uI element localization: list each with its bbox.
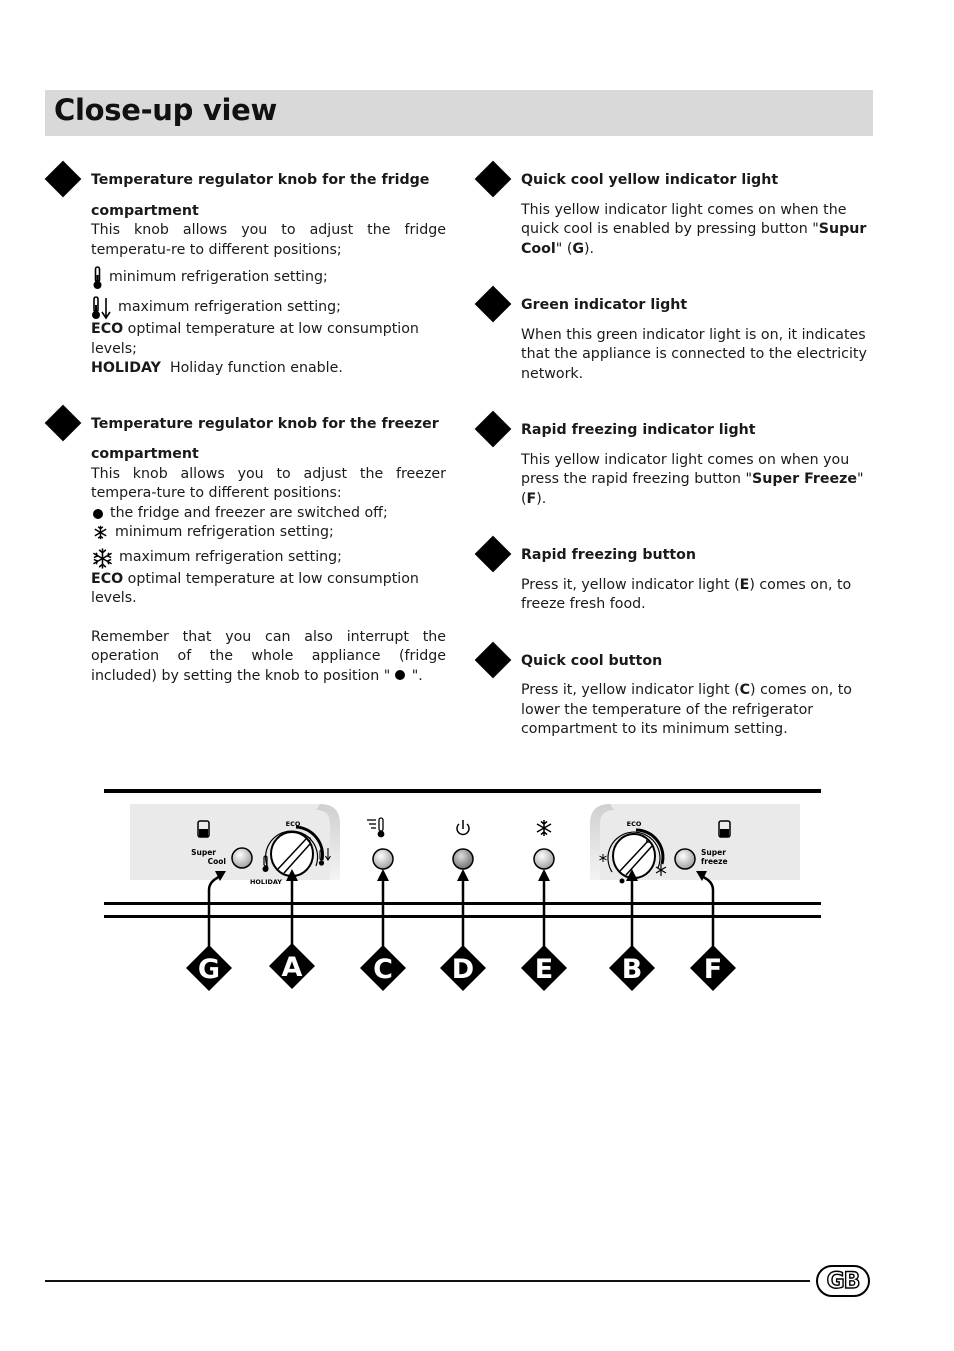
rapid-freezing-light-heading: Rapid freezing indicator light — [521, 422, 756, 438]
diamond-bullet-icon — [475, 286, 512, 323]
rapid-freezing-button-heading: Rapid freezing button — [521, 547, 697, 563]
super-freeze-label: Super — [701, 848, 726, 857]
callout-c — [360, 945, 406, 991]
fridge-holiday-text: Holiday function enable. — [160, 360, 343, 376]
page-title: Close-up view — [54, 93, 278, 127]
quick-cool-light-text-1: This yellow indicator light comes on when the quick cool is enabled by pressing button " — [521, 201, 847, 237]
fridge-holiday-line — [91, 359, 446, 379]
diamond-bullet-icon — [475, 641, 512, 678]
section-freezer-knob — [46, 406, 446, 687]
super-cool-label-2: Cool — [207, 857, 226, 866]
rapid-freezing-light-text — [521, 451, 881, 510]
diamond-bullet-icon — [45, 404, 82, 441]
ref-f: F — [526, 490, 537, 507]
diamond-bullet-icon — [475, 411, 512, 448]
fridge-max-text: maximum refrigeration setting; — [118, 299, 341, 316]
callout-a-letter: A — [281, 952, 303, 983]
fridge-eco-text: optimal temperature at low consumption levels; — [91, 321, 419, 357]
freezer-eco-line — [91, 570, 446, 609]
title-bar — [45, 90, 873, 136]
freezer-remember-end: ". — [407, 667, 423, 684]
freezer-max-text: maximum refrigeration setting; — [119, 549, 342, 566]
callout-b-letter: B — [621, 954, 643, 985]
quick-cool-button-text — [521, 681, 881, 740]
snowflake-large-icon — [91, 547, 114, 570]
super-freeze-label-2: freeze — [701, 857, 728, 866]
section-rapid-freezing-light — [476, 412, 881, 509]
callout-d — [440, 945, 486, 991]
quick-cool-light-text-3: ). — [584, 240, 595, 257]
panel-top-rail — [104, 789, 821, 793]
fridge-min-text: minimum refrigeration setting; — [109, 269, 328, 286]
quick-cool-light-heading: Quick cool yellow indicator light — [521, 172, 779, 188]
dot-icon — [91, 506, 105, 520]
super-cool-button[interactable] — [232, 848, 252, 868]
diamond-bullet-icon — [45, 161, 82, 198]
callout-e — [521, 945, 567, 991]
rapid-freezing-button-text-2: ) comes on, to freeze fresh food. — [521, 576, 852, 612]
fridge-eco-label: ECO — [91, 321, 124, 337]
callout-f — [690, 945, 736, 991]
green-light-heading: Green indicator light — [521, 297, 688, 313]
fridge-knob-heading-cont: compartment — [91, 202, 199, 219]
footer-rule — [45, 1280, 810, 1282]
rapid-freezing-button-text-1: Press it, yellow indicator light ( — [521, 576, 740, 593]
rapid-freezing-light-text-1: This yellow indicator light comes on when you press the rapid freezing button " — [521, 451, 850, 487]
supur-cool-label: Supur Cool — [521, 221, 867, 257]
snowflake-large-icon — [537, 820, 551, 836]
freezer-knob-heading: Temperature regulator knob for the freezer — [91, 415, 439, 432]
language-badge: GB — [816, 1265, 870, 1297]
diamond-bullet-icon — [475, 161, 512, 198]
quick-cool-button-heading: Quick cool button — [521, 652, 663, 669]
thermometer-icon — [91, 266, 104, 290]
quick-cool-indicator-light — [373, 849, 393, 869]
fridge-min-line — [91, 266, 446, 290]
right-column — [476, 162, 881, 740]
super-cool-label: Super — [191, 848, 216, 857]
fridge-holiday-label: HOLIDAY — [91, 360, 161, 376]
section-quick-cool-button — [476, 643, 881, 740]
control-panel-diagram — [0, 780, 954, 1000]
fridge-eco-line — [91, 320, 446, 359]
callout-g — [186, 945, 232, 991]
rapid-freezing-light-text-3: ). — [536, 490, 547, 507]
diamond-bullet-icon — [475, 536, 512, 573]
freezer-max-line — [91, 547, 446, 570]
callout-a — [269, 943, 315, 989]
super-freeze-button[interactable] — [675, 849, 695, 869]
freezer-min-text: minimum refrigeration setting; — [115, 524, 334, 540]
freezer-eco-text: optimal temperature at low consumption levels. — [91, 570, 419, 606]
callout-e-letter: E — [534, 954, 554, 985]
quick-cool-light-text — [521, 201, 881, 260]
callout-f-letter: F — [703, 954, 723, 985]
super-freeze-label: Super Freeze — [752, 471, 857, 487]
rapid-freezing-indicator-light — [534, 849, 554, 869]
fridge-max-line — [91, 296, 446, 320]
ref-e: E — [739, 576, 750, 593]
freezer-knob-desc: This knob allows you to adjust the freezer tempera-ture to different positions: — [91, 465, 446, 501]
fridge-knob-heading: Temperature regulator knob for the fridge — [91, 172, 430, 188]
callout-b — [609, 945, 655, 991]
section-fridge-knob — [46, 162, 446, 379]
callout-g-letter: G — [197, 954, 221, 985]
section-rapid-freezing-button — [476, 537, 881, 615]
green-indicator-light — [453, 849, 473, 869]
freezer-off-line — [91, 504, 446, 524]
fridge-eco-mark: ECO — [285, 820, 301, 828]
thermometer-icon — [367, 818, 384, 837]
quick-cool-button-text-1: Press it, yellow indicator light ( — [521, 682, 740, 698]
callout-arrows — [209, 876, 713, 948]
dot-icon — [620, 879, 625, 884]
power-icon — [457, 820, 469, 834]
section-quick-cool-light — [476, 162, 881, 259]
callout-d-letter: D — [451, 954, 475, 985]
freezer-remember-text — [91, 628, 446, 687]
section-green-light — [476, 287, 881, 384]
quick-cool-button-text-2: ) comes on, to lower the temperature of the refrigerator compartment to its minimum setting. — [521, 682, 852, 737]
freezer-eco-mark: ECO — [626, 820, 642, 828]
dot-icon — [393, 669, 407, 681]
freezer-min-line — [91, 523, 446, 543]
quick-cool-light-text-2: " ( — [555, 240, 573, 257]
fridge-knob-desc: This knob allows you to adjust the fridge temperatu-re to different positions; — [91, 222, 446, 258]
thermometer-down-arrow-icon — [91, 296, 113, 320]
freezer-knob-heading-cont: compartment — [91, 446, 199, 462]
snowflake-small-icon — [91, 523, 110, 542]
freezer-off-text: the fridge and freezer are switched off; — [110, 504, 388, 521]
freezer-eco-label: ECO — [91, 570, 124, 587]
rapid-freezing-button-text — [521, 576, 881, 615]
ref-g: G — [572, 240, 585, 257]
green-light-text: When this green indicator light is on, it indicates that the appliance is connected to the electricity network. — [521, 326, 867, 382]
rapid-freezing-light-text-2: " ( — [521, 471, 864, 507]
holiday-mark: HOLIDAY — [249, 878, 283, 886]
freezer-remember-main: Remember that you can also interrupt the operation of the whole appliance (fridge included) by setting the knob to position " — [91, 628, 446, 684]
ref-c: C — [739, 682, 751, 698]
callout-c-letter: C — [373, 954, 393, 985]
left-column — [46, 162, 446, 686]
